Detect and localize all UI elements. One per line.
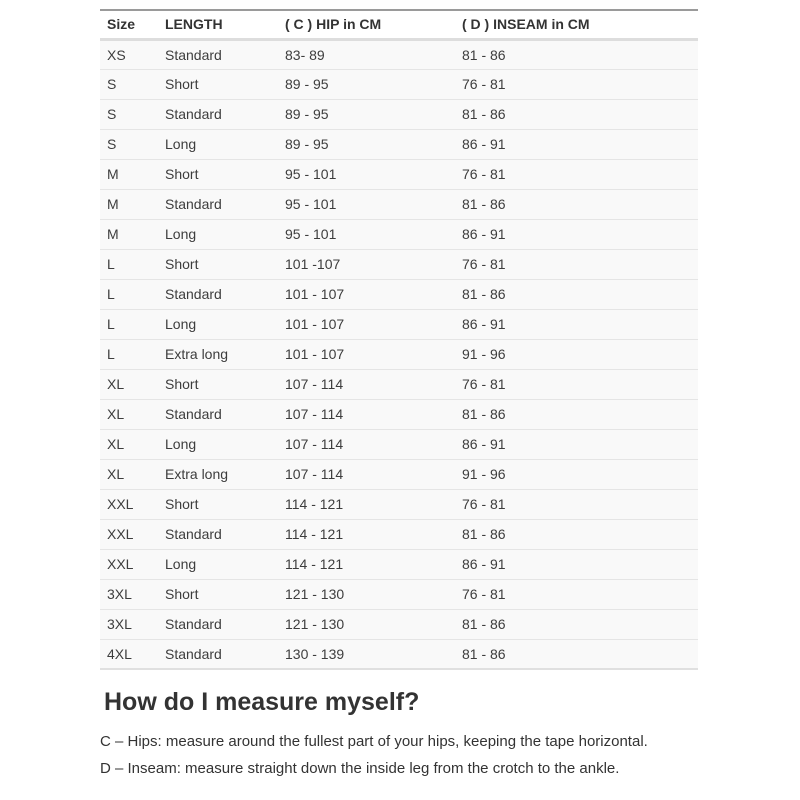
table-cell: L <box>100 339 158 369</box>
table-cell: 101 - 107 <box>278 279 455 309</box>
table-cell: XS <box>100 39 158 69</box>
table-row <box>100 579 698 609</box>
table-cell: 76 - 81 <box>455 579 698 609</box>
table-cell: XXL <box>100 549 158 579</box>
table-cell: 107 - 114 <box>278 459 455 489</box>
table-cell: 81 - 86 <box>455 189 698 219</box>
table-cell: 101 - 107 <box>278 309 455 339</box>
table-row <box>100 249 698 279</box>
table-cell: 76 - 81 <box>455 159 698 189</box>
table-cell: Short <box>158 579 278 609</box>
table-row <box>100 429 698 459</box>
column-header-inseam: ( D ) INSEAM in CM <box>455 10 698 39</box>
table-cell: 81 - 86 <box>455 609 698 639</box>
table-cell: Standard <box>158 639 278 669</box>
table-cell: L <box>100 279 158 309</box>
table-cell: 101 -107 <box>278 249 455 279</box>
table-row <box>100 519 698 549</box>
table-header-row <box>100 10 698 39</box>
table-cell: 81 - 86 <box>455 99 698 129</box>
measure-heading: How do I measure myself? <box>104 688 420 716</box>
table-cell: 76 - 81 <box>455 489 698 519</box>
table-cell: 121 - 130 <box>278 579 455 609</box>
table-cell: Long <box>158 219 278 249</box>
table-cell: 114 - 121 <box>278 489 455 519</box>
table-row <box>100 459 698 489</box>
table-cell: Standard <box>158 399 278 429</box>
table-row <box>100 399 698 429</box>
table-cell: Short <box>158 369 278 399</box>
table-row <box>100 189 698 219</box>
table-cell: 81 - 86 <box>455 639 698 669</box>
table-cell: 86 - 91 <box>455 429 698 459</box>
table-cell: Standard <box>158 99 278 129</box>
table-cell: Standard <box>158 39 278 69</box>
table-cell: 89 - 95 <box>278 69 455 99</box>
table-row <box>100 129 698 159</box>
column-header-size: Size <box>100 10 158 39</box>
table-cell: Long <box>158 309 278 339</box>
table-cell: 89 - 95 <box>278 129 455 159</box>
table-row <box>100 159 698 189</box>
table-cell: XL <box>100 399 158 429</box>
table-cell: 89 - 95 <box>278 99 455 129</box>
table-cell: Short <box>158 249 278 279</box>
table-cell: 4XL <box>100 639 158 669</box>
table-cell: 3XL <box>100 579 158 609</box>
table-row <box>100 279 698 309</box>
table-cell: Short <box>158 489 278 519</box>
table-cell: 95 - 101 <box>278 219 455 249</box>
table-cell: Standard <box>158 519 278 549</box>
table-row <box>100 549 698 579</box>
table-cell: Short <box>158 159 278 189</box>
table-cell: 95 - 101 <box>278 159 455 189</box>
table-cell: 81 - 86 <box>455 519 698 549</box>
table-cell: L <box>100 249 158 279</box>
table-row <box>100 639 698 669</box>
table-cell: 83- 89 <box>278 39 455 69</box>
table-cell: 130 - 139 <box>278 639 455 669</box>
table-cell: Standard <box>158 609 278 639</box>
table-row <box>100 99 698 129</box>
table-cell: 114 - 121 <box>278 519 455 549</box>
table-cell: 101 - 107 <box>278 339 455 369</box>
table-row <box>100 339 698 369</box>
table-cell: Extra long <box>158 459 278 489</box>
hips-instruction: C – Hips: measure around the fullest part of your hips, keeping the tape horizontal. <box>100 733 648 750</box>
table-cell: 86 - 91 <box>455 549 698 579</box>
table-cell: Long <box>158 429 278 459</box>
table-cell: S <box>100 129 158 159</box>
table-cell: 121 - 130 <box>278 609 455 639</box>
inseam-instruction: D – Inseam: measure straight down the inside leg from the crotch to the ankle. <box>100 760 620 777</box>
table-cell: 81 - 86 <box>455 279 698 309</box>
table-cell: 107 - 114 <box>278 369 455 399</box>
table-row <box>100 489 698 519</box>
table-cell: 91 - 96 <box>455 459 698 489</box>
table-cell: L <box>100 309 158 339</box>
table-cell: XXL <box>100 489 158 519</box>
column-header-length: LENGTH <box>158 10 278 39</box>
table-cell: 76 - 81 <box>455 369 698 399</box>
table-cell: Short <box>158 69 278 99</box>
table-cell: 76 - 81 <box>455 69 698 99</box>
table-cell: M <box>100 189 158 219</box>
table-cell: XXL <box>100 519 158 549</box>
table-row <box>100 39 698 69</box>
table-cell: S <box>100 99 158 129</box>
table-cell: 95 - 101 <box>278 189 455 219</box>
table-cell: 86 - 91 <box>455 309 698 339</box>
table-cell: 114 - 121 <box>278 549 455 579</box>
table-cell: M <box>100 219 158 249</box>
table-cell: Long <box>158 549 278 579</box>
table-cell: 107 - 114 <box>278 429 455 459</box>
table-cell: 3XL <box>100 609 158 639</box>
table-cell: 107 - 114 <box>278 399 455 429</box>
table-cell: 81 - 86 <box>455 39 698 69</box>
table-cell: M <box>100 159 158 189</box>
table-row <box>100 219 698 249</box>
table-cell: Long <box>158 129 278 159</box>
table-cell: XL <box>100 429 158 459</box>
table-cell: Standard <box>158 189 278 219</box>
table-cell: Standard <box>158 279 278 309</box>
table-cell: 86 - 91 <box>455 219 698 249</box>
table-cell: Extra long <box>158 339 278 369</box>
table-row <box>100 369 698 399</box>
size-chart-table <box>100 9 698 670</box>
size-chart-page <box>100 9 700 782</box>
table-cell: 91 - 96 <box>455 339 698 369</box>
table-cell: XL <box>100 459 158 489</box>
table-row <box>100 309 698 339</box>
table-cell: XL <box>100 369 158 399</box>
table-cell: 76 - 81 <box>455 249 698 279</box>
table-cell: 86 - 91 <box>455 129 698 159</box>
table-cell: S <box>100 69 158 99</box>
table-row <box>100 69 698 99</box>
table-cell: 81 - 86 <box>455 399 698 429</box>
table-row <box>100 609 698 639</box>
column-header-hip: ( C ) HIP in CM <box>278 10 455 39</box>
